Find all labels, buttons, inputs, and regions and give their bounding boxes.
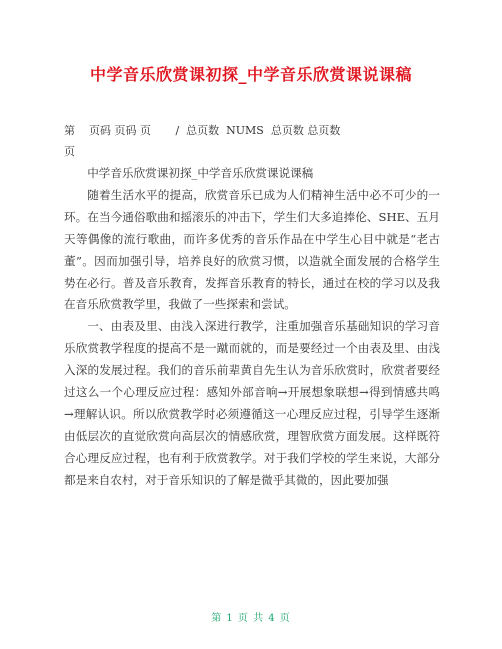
page-footer: 第 1 页 共 4 页 [211,613,291,624]
document-subtitle: 中学音乐欣赏课初探_中学音乐欣赏课说课稿 [87,166,314,180]
page-number-field-line: 第 页码 页码 页 / 总页数 NUMS 总页数 总页数 [64,124,341,137]
body-paragraph-section-1: 一、由表及里、由浅入深进行教学，注重加强音乐基础知识的学习音乐欣赏教学程度的提高不是一蹴而就的，而是要经过一个由表及里、由浅入深的发展过程。我们的音乐前辈黄自先生认为音乐欣赏时，欣赏者要经过这么一个心理反应过程：感知外部音响→开展想象联想→得到情感共鸣→理解认识。所以欣赏教学时必须遵循这一心理反应过程，引导学生逐渐由低层次的直觉欣赏向高层次的情感欣赏，理智欣赏方面发展。这样既符合心理反应过程，也有利于欣赏教学。对于我们学校的学生来说，大部分都是来自农村，对于音乐知识的了解是微乎其微的，因此要加强 [64,319,440,487]
body-paragraph-intro: 随着生活水平的提高，欣赏音乐已成为人们精神生活中必不可少的一环。在当今通俗歌曲和摇滚乐的冲击下，学生们大多追捧伦、SHE、五月天等偶像的流行歌曲，而许多优秀的音乐作品在中学生心目中就是“老古董”。因而加强引导，培养良好的欣赏习惯，以造就全面发展的合格学生势在必行。普及音乐教育，发挥音乐教育的特长，通过在校的学习以及我在音乐欣赏教学里，我做了一些探索和尝试。 [64,187,440,312]
document-title: 中学音乐欣赏课初探_中学音乐欣赏课说课稿 [89,65,412,84]
page-number-field-line-continued: 页 [64,145,75,158]
document-body [64,163,440,492]
